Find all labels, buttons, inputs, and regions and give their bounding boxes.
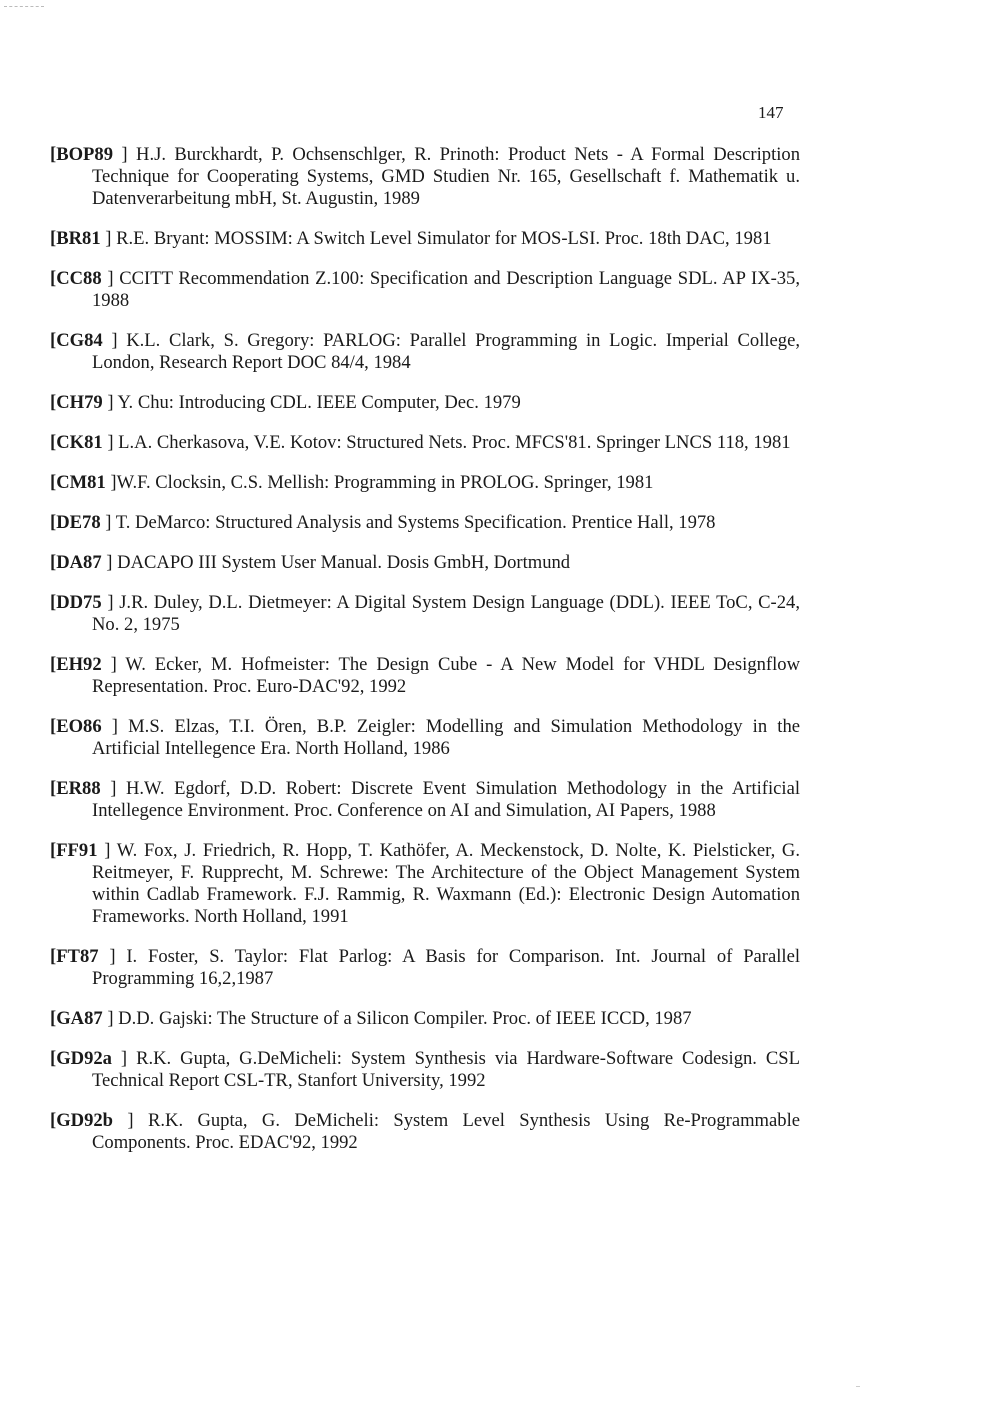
reference-key: [ER88	[50, 778, 101, 799]
reference-entry	[50, 392, 800, 414]
reference-key: [CH79	[50, 392, 103, 413]
reference-key: [GD92a	[50, 1048, 112, 1069]
reference-entry	[50, 552, 800, 574]
reference-entry	[50, 330, 800, 374]
reference-text: ] I. Foster, S. Taylor: Flat Parlog: A Basis for Comparison. Int. Journal of Parallel Programming 16,2,1987	[92, 946, 800, 989]
reference-entry	[50, 228, 800, 250]
reference-text: ] Y. Chu: Introducing CDL. IEEE Computer, Dec. 1979	[102, 392, 521, 413]
scan-speck	[856, 1386, 860, 1387]
reference-key: [CG84	[50, 330, 103, 351]
reference-entry	[50, 1110, 800, 1154]
reference-text: ] J.R. Duley, D.L. Dietmeyer: A Digital System Design Language (DDL). IEEE ToC, C-24, No. 2, 1975	[92, 592, 800, 635]
reference-key: [EO86	[50, 716, 102, 737]
reference-text: ] R.K. Gupta, G.DeMicheli: System Synthesis via Hardware-Software Codesign. CSL Technical Report CSL-TR, Stanfort University, 1992	[92, 1048, 800, 1091]
reference-entry	[50, 144, 800, 210]
reference-entry	[50, 1048, 800, 1092]
reference-list	[50, 144, 800, 1172]
reference-text: ] CCITT Recommendation Z.100: Specification and Description Language SDL. AP IX-35, 1988	[92, 268, 800, 311]
reference-key: [CK81	[50, 432, 103, 453]
reference-entry	[50, 1008, 800, 1030]
reference-entry	[50, 592, 800, 636]
reference-entry	[50, 512, 800, 534]
reference-key: [BR81	[50, 228, 101, 249]
reference-text: ] W. Ecker, M. Hofmeister: The Design Cube - A New Model for VHDL Designflow Representation. Proc. Euro-DAC'92, 1992	[92, 654, 800, 697]
reference-key: [BOP89	[50, 144, 114, 165]
reference-key: [DD75	[50, 592, 102, 613]
reference-key: [DE78	[50, 512, 101, 533]
reference-text: ] H.W. Egdorf, D.D. Robert: Discrete Event Simulation Methodology in the Artificial Intellegence Environment. Proc. Conference on AI and Simulation, AI Papers, 1988	[92, 778, 800, 821]
reference-text: ] R.K. Gupta, G. DeMicheli: System Level Synthesis Using Re-Programmable Components. Proc. EDAC'92, 1992	[92, 1110, 800, 1153]
reference-entry	[50, 472, 800, 494]
reference-entry	[50, 716, 800, 760]
reference-key: [DA87	[50, 552, 102, 573]
reference-entry	[50, 778, 800, 822]
reference-key: [CC88	[50, 268, 102, 289]
reference-entry	[50, 840, 800, 928]
reference-key: [CM81	[50, 472, 106, 493]
reference-entry	[50, 268, 800, 312]
reference-text: ] T. DeMarco: Structured Analysis and Systems Specification. Prentice Hall, 1978	[100, 512, 716, 533]
reference-key: [FT87	[50, 946, 99, 967]
reference-text: ] M.S. Elzas, T.I. Ören, B.P. Zeigler: Modelling and Simulation Methodology in the Artificial Intellegence Era. North Holland, 1986	[92, 716, 800, 759]
reference-key: [FF91	[50, 840, 98, 861]
reference-key: [GD92b	[50, 1110, 114, 1131]
reference-key: [GA87	[50, 1008, 103, 1029]
scan-artifact	[4, 6, 44, 11]
reference-text: ] R.E. Bryant: MOSSIM: A Switch Level Simulator for MOS-LSI. Proc. 18th DAC, 1981	[100, 228, 772, 249]
reference-text: ] K.L. Clark, S. Gregory: PARLOG: Parallel Programming in Logic. Imperial College, London, Research Report DOC 84/4, 1984	[92, 330, 800, 373]
reference-text: ]W.F. Clocksin, C.S. Mellish: Programming in PROLOG. Springer, 1981	[105, 472, 654, 493]
reference-text: ] W. Fox, J. Friedrich, R. Hopp, T. Kathöfer, A. Meckenstock, D. Nolte, K. Pielsticker, G. Reitmeyer, F. Rupprecht, M. Schrewe: The Architecture of the Object Management System within Cadlab Framework. F.J. Rammig, R. Waxmann (Ed.): Electronic Design Automation Frameworks. North Holland, 1991	[92, 840, 800, 927]
reference-entry	[50, 654, 800, 698]
reference-text: ] L.A. Cherkasova, V.E. Kotov: Structured Nets. Proc. MFCS'81. Springer LNCS 118, 1981	[102, 432, 791, 453]
page-number: 147	[758, 103, 784, 122]
reference-text: ] DACAPO III System User Manual. Dosis GmbH, Dortmund	[101, 552, 571, 573]
reference-key: [EH92	[50, 654, 102, 675]
reference-entry	[50, 432, 800, 454]
reference-text: ] H.J. Burckhardt, P. Ochsenschlger, R. Prinoth: Product Nets - A Formal Description Technique for Cooperating Systems, GMD Studien Nr. 165, Gesellschaft f. Mathematik u. Datenverarbeitung mbH, St. Augustin, 1989	[92, 144, 800, 209]
reference-text: ] D.D. Gajski: The Structure of a Silicon Compiler. Proc. of IEEE ICCD, 1987	[102, 1008, 692, 1029]
reference-entry	[50, 946, 800, 990]
